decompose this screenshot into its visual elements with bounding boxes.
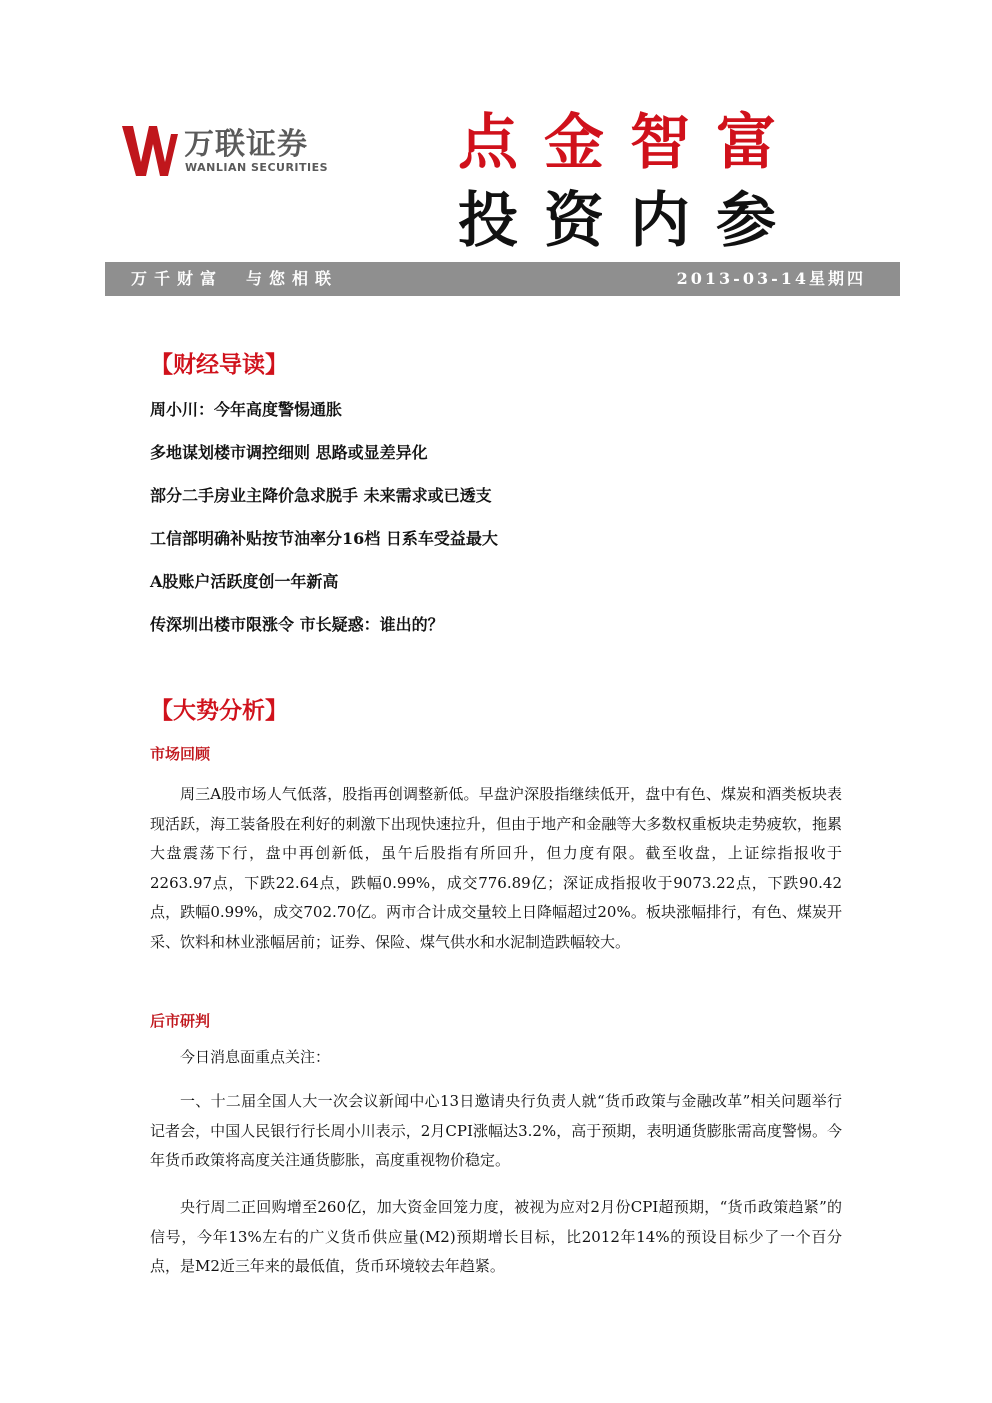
title-line-2: 投资内参 (458, 186, 802, 256)
headline-item: 部分二手房业主降价急求脱手 未来需求或已透支 (150, 486, 492, 505)
headline-item: 周小川：今年高度警惕通胀 (150, 400, 343, 419)
paragraph-outlook-intro: 今日消息面重点关注： (180, 1048, 331, 1066)
section-heading-finance-digest: 【财经导读】 (150, 352, 288, 378)
subheading-outlook: 后市研判 (150, 1012, 211, 1030)
paragraph-outlook-1: 一、十二届全国人大一次会议新闻中心13日邀请央行负责人就“货币政策与金融改革”相关问题举行记者会，中国人民银行行长周小川表示，2月CPI涨幅达3.2%，高于预期，表明通货膨胀需高度警惕。今年货币政策将高度关注通货膨胀，高度重视物价稳定。 (150, 1092, 842, 1170)
headline-item: 传深圳出楼市限涨令 市长疑惑：谁出的？ (150, 615, 444, 634)
brand-logo (122, 126, 362, 178)
brand-name-cn: 万联证券 (184, 127, 308, 162)
wanlian-logo-icon (122, 126, 178, 176)
title-line-1: 点金智富 (458, 108, 802, 178)
headline-item: 工信部明确补贴按节油率分16档 日系车受益最大 (150, 529, 498, 548)
section-heading-market-trend: 【大势分析】 (150, 698, 288, 724)
paragraph-outlook-2: 央行周二正回购增至260亿，加大资金回笼力度，被视为应对2月份CPI超预期，“货币政策趋紧”的信号，今年13%左右的广义货币供应量(M2)预期增长目标，比2012年14%的预设目标少了一个百分点，是M2近三年来的最低值，货币环境较去年趋紧。 (150, 1198, 842, 1276)
brand-name-en: WANLIAN SECURITIES (185, 161, 329, 174)
paragraph-market-review: 周三A股市场人气低落，股指再创调整新低。早盘沪深股指继续低开，盘中有色、煤炭和酒类板块表现活跃，海工装备股在利好的刺激下出现快速拉升，但由于地产和金融等大多数权重板块走势疲软，拖累大盘震荡下行，盘中再创新低，虽午后股指有所回升，但力度有限。截至收盘，上证综指报收于2263.97点，下跌22.64点，跌幅0.99%，成交776.89亿；深证成指报收于9073.22点，下跌90.42点，跌幅0.99%，成交702.70亿。两市合计成交量较上日降幅超过20%。板块涨幅排行，有色、煤炭开采、饮料和林业涨幅居前；证券、保险、煤气供水和水泥制造跌幅较大。 (150, 785, 842, 951)
subheading-market-review: 市场回顾 (150, 745, 211, 763)
headline-item: 多地谋划楼市调控细则 思路或显差异化 (150, 443, 428, 462)
banner-bar (105, 262, 900, 296)
headline-item: A股账户活跃度创一年新高 (150, 572, 339, 591)
banner-date: 2013-03-14星期四 (676, 269, 866, 288)
headline-list (150, 398, 498, 656)
banner-slogan: 万千财富 与您相联 (131, 269, 339, 288)
